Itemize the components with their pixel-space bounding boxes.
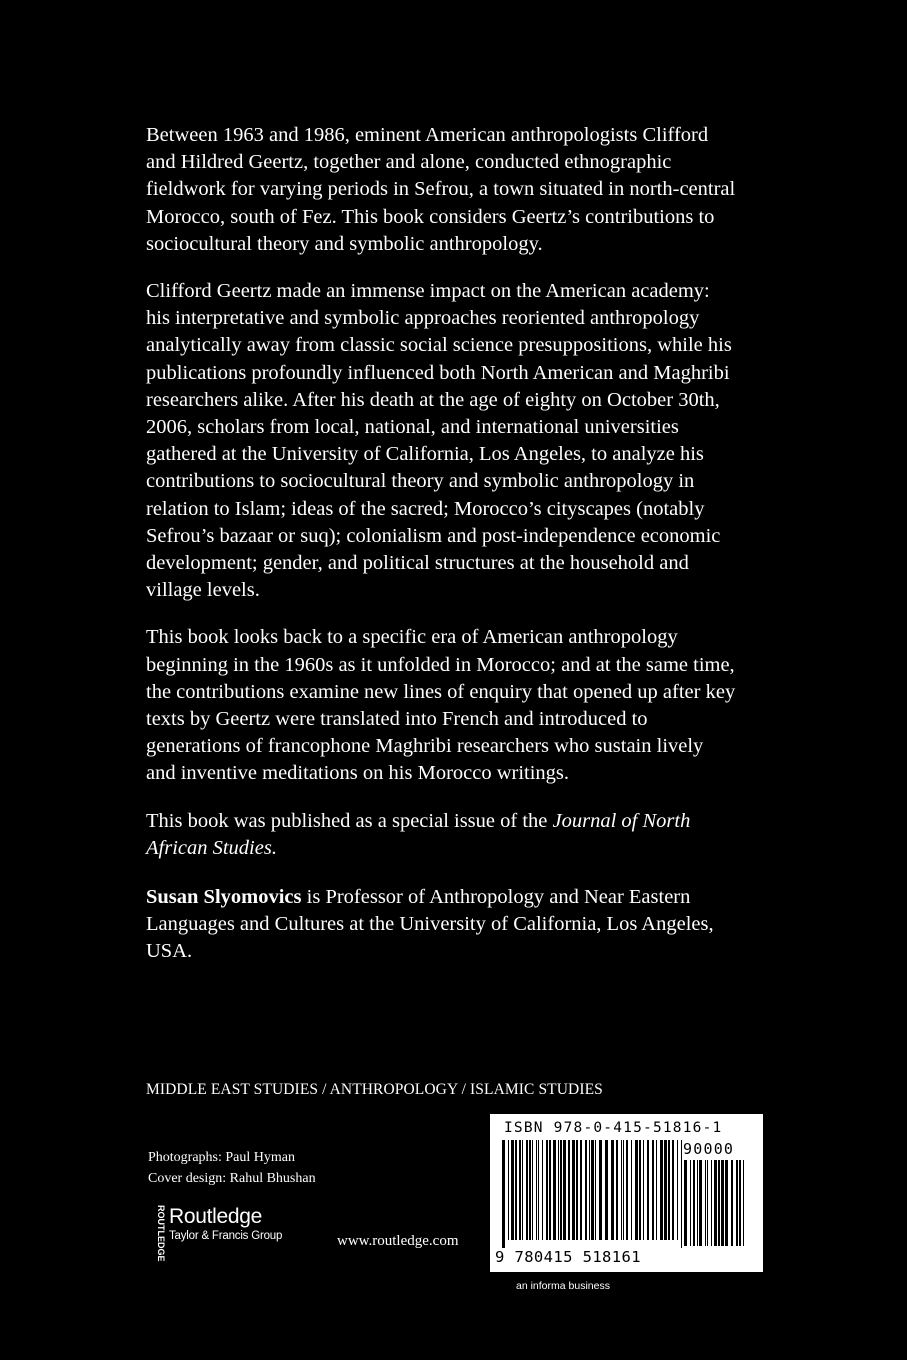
barcode-bar (690, 1160, 691, 1246)
barcode-bar (721, 1160, 724, 1246)
barcode-bar (508, 1140, 509, 1240)
barcode-bar (605, 1140, 608, 1240)
barcode-bar (585, 1140, 587, 1240)
barcode-bar (623, 1140, 624, 1240)
barcode-bar (652, 1140, 654, 1240)
cover-design-credit: Cover design: Rahul Bhushan (148, 1171, 316, 1186)
barcode-bar (549, 1140, 551, 1240)
routledge-vertical-wordmark: ROUTLEDGE (156, 1205, 166, 1262)
barcode-bar (589, 1140, 590, 1240)
barcode-bar (563, 1140, 566, 1240)
barcode-bar (725, 1160, 728, 1246)
subject-categories: MIDDLE EAST STUDIES / ANTHROPOLOGY / ISLAMIC STUDIES (146, 1081, 603, 1098)
barcode-bar (560, 1140, 562, 1240)
barcode-bar (707, 1160, 708, 1246)
barcode-bar (572, 1140, 575, 1240)
barcode-bar (558, 1140, 559, 1240)
barcode-bar (542, 1140, 543, 1240)
photographs-credit: Photographs: Paul Hyman (148, 1150, 295, 1165)
barcode-bar (697, 1160, 698, 1246)
barcode-bar (526, 1140, 528, 1240)
barcode-bar (664, 1140, 667, 1240)
blurb-paragraph-3: This book looks back to a specific era of American anthropology beginning in the 1960s as it unfolded in Morocco; and at the same time, the contributions examine new lines of enquiry that opened up after key texts by Geertz were translated into French and introduced to generations of francophone Maghribi researchers who sustain lively and inventive meditations on his Morocco writings. (146, 626, 736, 785)
isbn-label: ISBN 978-0-415-51816-1 (504, 1120, 723, 1136)
barcode-bar (591, 1140, 594, 1240)
barcode-bar (643, 1140, 644, 1240)
barcode-bar (511, 1140, 514, 1240)
barcode-bar (672, 1140, 674, 1240)
barcode-bar (656, 1140, 657, 1240)
barcode-bar (714, 1160, 717, 1246)
credits (148, 1147, 316, 1189)
barcode-bar (502, 1140, 505, 1248)
barcode-bar (639, 1140, 641, 1240)
isbn-barcode (490, 1114, 763, 1272)
blurb-publication-note (146, 808, 736, 862)
barcode-bar (532, 1140, 533, 1240)
publisher-group: Taylor & Francis Group (169, 1230, 283, 1242)
barcode-bar (522, 1140, 523, 1240)
barcode-bar (668, 1140, 670, 1240)
barcode-bar (739, 1160, 741, 1246)
barcode-bar (736, 1160, 738, 1246)
author-bio (146, 884, 736, 966)
publisher-name: Routledge (169, 1205, 263, 1228)
barcode-bar (536, 1140, 537, 1240)
barcode-bar (553, 1140, 556, 1240)
barcode-bar (538, 1140, 539, 1240)
barcode-bar (718, 1160, 720, 1246)
ean-digits: 9 780415 518161 (495, 1248, 641, 1266)
barcode-bar (576, 1140, 578, 1240)
barcode-bar (681, 1140, 682, 1248)
barcode-bar (621, 1140, 622, 1240)
ean-barcode-bars (502, 1140, 684, 1248)
publisher-website: www.routledge.com (337, 1233, 459, 1249)
publication-note-text: This book was published as a special issue of the (146, 809, 553, 832)
barcode-bar (611, 1140, 614, 1240)
blurb-paragraph-1: Between 1963 and 1986, eminent American anthropologists Clifford and Hildred Geertz, together and alone, conducted ethnographic fieldwork for varying periods in Sefrou, a town situated in north-central Morocco, south of Fez. This book considers Geertz’s contributions to sociocultural theory and symbolic anthropology. (146, 124, 736, 255)
barcode-bar (616, 1140, 618, 1240)
barcode-bar (705, 1160, 706, 1246)
back-cover-blurb (146, 122, 736, 986)
author-bio-text: is Professor of Anthropology and Near Eastern Languages and Cultures at the University of California, Los Angeles, USA. (146, 886, 714, 963)
journal-title: Journal of North African Studies. (146, 809, 691, 859)
author-name: Susan Slyomovics (146, 886, 302, 909)
barcode-bar (743, 1160, 744, 1246)
price-code: 90000 (683, 1140, 735, 1158)
blurb-paragraph-2: Clifford Geertz made an immense impact on the American academy: his interpretative and symbolic approaches reoriented anthropology analytically away from classic social science presuppositions, while his publications profoundly influenced both North American and Maghribi researchers alike. After his death at the age of eighty on October 30th, 2006, scholars from local, national, and international universities gathered at the University of California, Los Angeles, to analyze his contributions to sociocultural theory and symbolic anthropology in relation to Islam; ideas of the sacred; Morocco’s cityscapes (notably Sefrou’s bazaar or suq); colonialism and post-independence economic development; gender, and political structures at the household and village levels. (146, 280, 732, 602)
barcode-bar (699, 1160, 702, 1246)
addon-barcode-bars (684, 1160, 746, 1246)
barcode-bar (519, 1140, 521, 1240)
barcode-bar (580, 1140, 582, 1240)
barcode-bar (546, 1140, 548, 1240)
routledge-mark-icon (146, 1205, 166, 1262)
barcode-bar (631, 1140, 632, 1240)
barcode-bar (647, 1140, 649, 1240)
barcode-bar (711, 1160, 712, 1246)
barcode-bar (660, 1140, 663, 1240)
barcode-bar (529, 1140, 531, 1240)
barcode-bar (515, 1140, 517, 1240)
barcode-bar (677, 1140, 678, 1240)
barcode-bar (599, 1140, 602, 1240)
barcode-bar (568, 1140, 570, 1240)
routledge-logo (146, 1205, 283, 1262)
barcode-bar (684, 1160, 687, 1246)
barcode-bar (731, 1160, 733, 1246)
barcode-bar (626, 1140, 628, 1240)
barcode-bar (693, 1160, 695, 1246)
informa-tagline: an informa business (516, 1280, 610, 1292)
barcode-bar (635, 1140, 638, 1240)
barcode-bar (595, 1140, 596, 1240)
